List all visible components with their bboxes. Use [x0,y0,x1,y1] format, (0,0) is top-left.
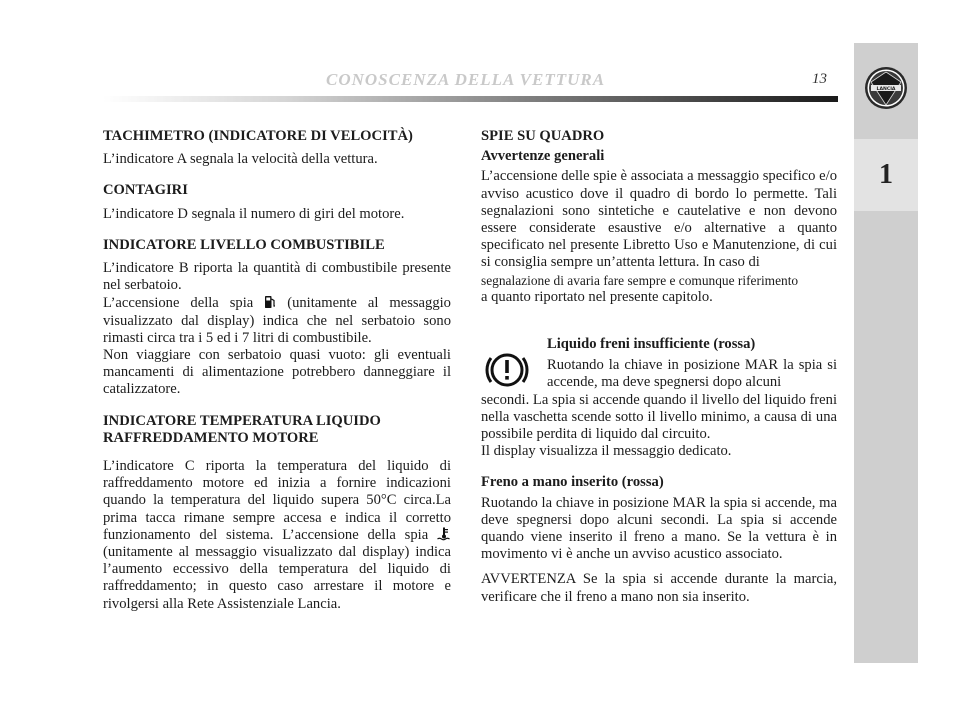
section-title-speedometer: TACHIMETRO (INDICATORE DI VELOCITÀ) [103,128,413,144]
brake-fluid-block [481,336,837,460]
fuel-level-text-2a: L’accensione della spia [103,295,254,312]
chapter-sidebar [854,43,918,663]
chapter-tab[interactable] [854,139,918,211]
logo-area [854,43,918,125]
page-number: 13 [812,71,827,87]
section-title-coolant-l2: RAFFREDDAMENTO MOTORE [103,429,319,446]
brake-fluid-text-indented: Ruotando la chiave in posizione MAR la spia si accende, ma deve spegnersi dopo alcuni [547,357,837,391]
logo-text: LANCIA [876,87,896,92]
rev-counter-text: L’indicatore D segnala il numero di giri del motore. [103,205,405,222]
chapter-number: 1 [879,159,893,190]
brake-fluid-text: secondi. La spia si accende quando il livello del liquido freni nella vaschetta scende sotto il livello minimo, a causa di una possibile perdita di liquido dal circuito. [481,391,837,443]
section-title-rev-counter: CONTAGIRI [103,182,188,199]
left-column [103,128,451,613]
header-rule [103,96,838,102]
coolant-text-b: (unitamente al messaggio visualizzato dal display) indica l’aumento eccessivo della temperatura del liquido di raffreddamento; in questo caso arrestare il motore e rivolgersi alla Rete Assistenziale Lancia. [103,544,451,612]
subtitle-general-warnings: Avvertenze generali [481,148,605,165]
handbrake-warning-text: AVVERTENZA Se la spia si accende durante la marcia, verificare che il freno a mano non sia inserito. [481,571,837,605]
section-title-coolant [103,413,451,447]
handbrake-text: Ruotando la chiave in posizione MAR la spia si accende, ma deve spegnersi dopo alcuni secondi. La spia si accende quando viene inserito il freno a mano. Se la vettura è in movimento vi è anche un avviso acustico associato. [481,494,837,563]
speedometer-text: L’indicatore A segnala la velocità della vettura. [103,151,378,168]
brake-fluid-display-text: Il display visualizza il messaggio dedicato. [481,443,732,460]
fuel-icon [264,294,276,309]
section-title-fuel-level: INDICATORE LIVELLO COMBUSTIBILE [103,236,385,253]
section-title-warning-lights: SPIE SU QUADRO [481,128,605,144]
subtitle-brake-fluid: Liquido freni insufficiente (rossa) [547,336,756,353]
fuel-level-text-1: L’indicatore B riporta la quantità di combustibile presente nel serbatoio. [103,260,451,294]
general-warnings-text: L’accensione delle spie è associata a messaggio specifico e/o avviso acustico dove il quadro di bordo lo permette. Tali segnalazioni sono sintetiche e cautelative e non devono essere considerate esaustive e/o alternative a quanto specificato nel presente Libretto Uso e Manutenzione, di cui si consiglia sempre un’attenta lettura. In caso di [481,168,837,271]
fuel-level-text-2 [103,294,451,347]
right-column [481,128,837,606]
fuel-level-text-2b: (unitamente al messaggio visualizzato dal display) indica che nel serbatoio sono rimasti circa tra i 5 ed i 7 litri di combustibile. [103,295,451,346]
general-warnings-text-end: a quanto riportato nel presente capitolo. [481,288,713,305]
subtitle-handbrake: Freno a mano inserito (rossa) [481,474,664,491]
coolant-text [103,458,451,613]
lancia-logo-icon [854,43,918,125]
coolant-text-a: L’indicatore C riporta la temperatura del liquido di raffreddamento motore ed inizia a fornire indicazioni quando la temperatura del liquido supera 50°C circa.La prima tacca rimane sempre accesa e indica il corretto funzionamento del sistema. L’accensione della spia [103,458,451,543]
general-warnings-text-small: segnalazione di avaria fare sempre e comunque riferimento [481,272,799,288]
brake-warning-icon [483,346,531,394]
header-title: CONOSCENZA DELLA VETTURA [326,70,606,89]
coolant-temperature-icon [437,527,451,541]
fuel-level-text-3: Non viaggiare con serbatoio quasi vuoto: gli eventuali mancamenti di alimentazione potrebbero danneggiare il catalizzatore. [103,347,451,398]
section-title-coolant-l1: INDICATORE TEMPERATURA LIQUIDO [103,412,381,429]
